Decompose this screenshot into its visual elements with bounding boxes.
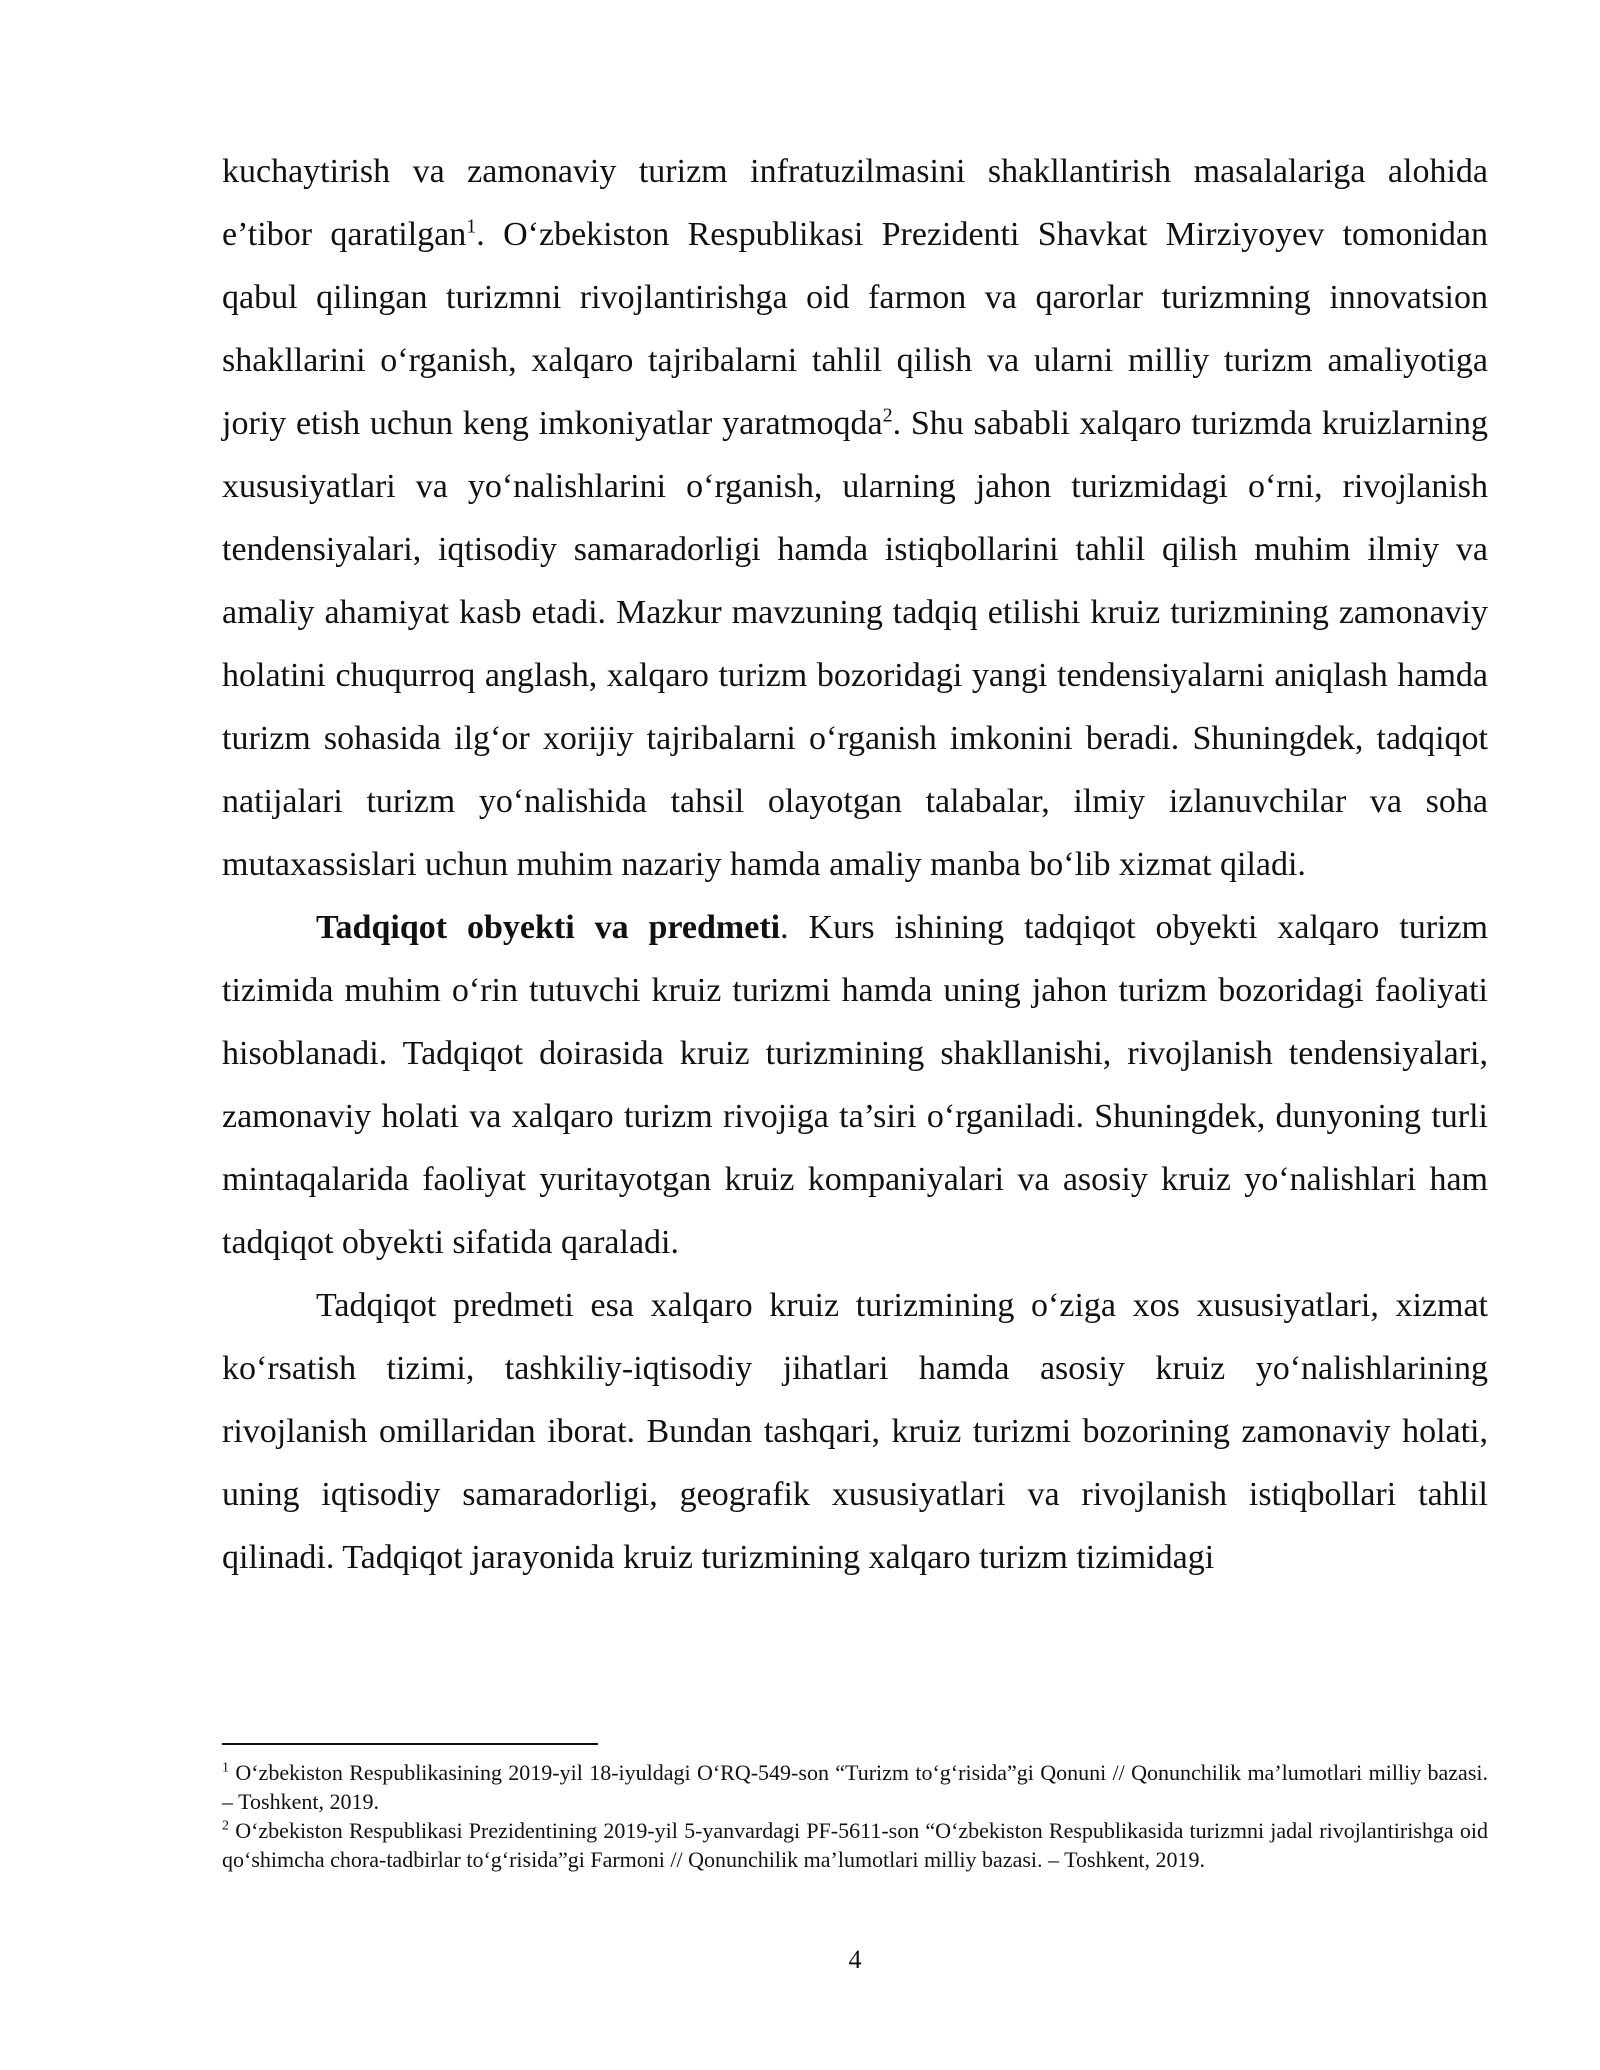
paragraph-object-subject [222,896,1488,1274]
footnote-2 [222,1816,1488,1874]
footnote-ref-1[interactable]: 1 [466,215,477,238]
footnote-1 [222,1758,1488,1816]
footnote-text: O‘zbekiston Respublikasi Prezidentining 2019-yil 5-yanvardagi PF-5611-son “O‘zbekiston Respublikasida turizmni jadal rivojlantirishga oid qo‘shimcha chora-tadbirlar to‘g‘risida”gi Farmoni // Qonunchilik ma’lumotlari milliy bazasi. – Toshkent, 2019. [222,1818,1488,1872]
paragraph-text: . O‘zbekiston Respublikasi Prezidenti Shavkat Mirziyoyev tomonidan qabul qilingan turizmni rivojlantirishga oid farmon va qarorlar turizmning innovatsion shakllarini o‘rganish, xalqaro tajribalarni tahlil qilish va ularni milliy turizm amaliyotiga joriy etish uchun keng imkoniyatlar yaratmoqda [222,216,1489,442]
footnotes [222,1758,1488,1874]
paragraph-text: kuchaytirish va zamonaviy turizm infratuzilmasini shakllantirish masalalariga alohida e’tibor qaratilgan [222,153,1488,253]
footnote-ref-2[interactable]: 2 [882,404,893,427]
footnote-text: O‘zbekiston Respublikasining 2019-yil 18-iyuldagi O‘RQ-549-son “Turizm to‘g‘risida”gi Qonuni // Qonunchilik ma’lumotlari milliy bazasi. – Toshkent, 2019. [222,1760,1488,1814]
footnote-separator [222,1743,598,1745]
paragraph-continuation [222,140,1488,896]
paragraph-subject [222,1274,1488,1589]
page-number: 4 [848,1945,862,1974]
footnote-number: 1 [222,1760,229,1776]
footnote-number: 2 [222,1818,229,1834]
paragraph-text: . Kurs ishining tadqiqot obyekti xalqaro turizm tizimida muhim o‘rin tutuvchi kruiz turizmi hamda uning jahon turizm bozoridagi faoliyati hisoblanadi. Tadqiqot doirasida kruiz turizmining shakllanishi, rivojlanish tendensiyalari, zamonaviy holati va xalqaro turizm rivojiga ta’siri o‘rganiladi. Shuningdek, dunyoning turli mintaqalarida faoliyat yuritayotgan kruiz kompaniyalari va asosiy kruiz yo‘nalishlari ham tadqiqot obyekti sifatida qaraladi. [222,909,1488,1261]
document-body [222,140,1488,1589]
paragraph-text: . Shu sababli xalqaro turizmda kruizlarning xususiyatlari va yo‘nalishlarini o‘rganish, ularning jahon turizmidagi o‘rni, rivojlanish tendensiyalari, iqtisodiy samaradorligi hamda istiqbollarini tahlil qilish muhim ilmiy va amaliy ahamiyat kasb etadi. Mazkur mavzuning tadqiq etilishi kruiz turizmining zamonaviy holatini chuqurroq anglash, xalqaro turizm bozoridagi yangi tendensiyalarni aniqlash hamda turizm sohasida ilg‘or xorijiy tajribalarni o‘rganish imkonini beradi. Shuningdek, tadqiqot natijalari turizm yo‘nalishida tahsil olayotgan talabalar, ilmiy izlanuvchilar va soha mutaxassislari uchun muhim nazariy hamda amaliy manba bo‘lib xizmat qiladi. [222,405,1488,883]
paragraph-text: Tadqiqot predmeti esa xalqaro kruiz turizmining o‘ziga xos xususiyatlari, xizmat ko‘rsatish tizimi, tashkiliy-iqtisodiy jihatlari hamda asosiy kruiz yo‘nalishlarining rivojlanish omillaridan iborat. Bundan tashqari, kruiz turizmi bozorining zamonaviy holati, uning iqtisodiy samaradorligi, geografik xususiyatlari va rivojlanish istiqbollari tahlil qilinadi. Tadqiqot jarayonida kruiz turizmining xalqaro turizm tizimidagi [222,1287,1488,1576]
section-heading: Tadqiqot obyekti va predmeti [316,909,781,946]
